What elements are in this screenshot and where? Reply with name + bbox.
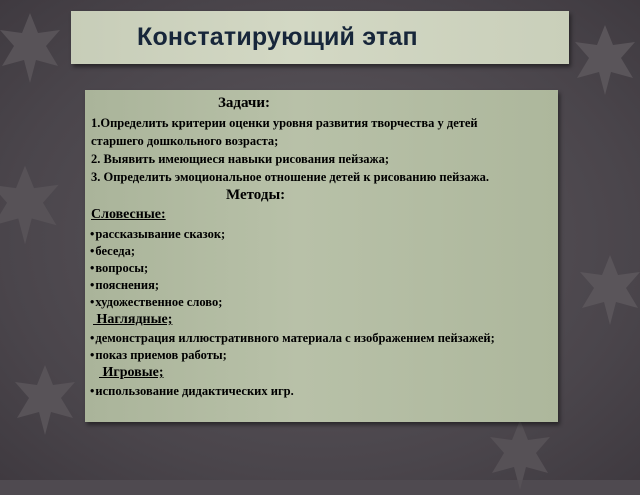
list-item: • использование дидактических игр. [90, 384, 294, 399]
visual-methods-title-text: Наглядные; [96, 312, 173, 327]
slide-title: Констатирующий этап [137, 23, 418, 51]
tasks-heading: Задачи: [218, 95, 271, 111]
leaf-decoration-icon [0, 8, 70, 88]
list-item: • пояснения; [90, 278, 159, 293]
leaf-decoration-icon [5, 360, 85, 440]
task-line: старшего дошкольного возраста; [91, 134, 279, 148]
leaf-decoration-icon [565, 20, 640, 100]
content-panel [85, 90, 558, 422]
list-item: • рассказывание сказок; [90, 227, 225, 242]
list-item: • беседа; [90, 244, 135, 259]
list-item: • художественное слово; [90, 295, 222, 310]
leaf-decoration-icon [0, 160, 70, 250]
leaf-decoration-icon [570, 250, 640, 330]
methods-heading: Методы: [226, 187, 286, 203]
title-banner [71, 11, 569, 64]
list-item: • показ приемов работы; [90, 348, 227, 363]
visual-methods-title [93, 312, 172, 328]
game-methods-title [99, 365, 164, 381]
task-line: 1.Определить критерии оценки уровня развития творчества у детей [91, 116, 478, 130]
verbal-methods-title: Словесные: [91, 207, 166, 222]
list-item: • демонстрация иллюстративного материала с изображением пейзажей; [90, 331, 495, 346]
task-line: 2. Выявить имеющиеся навыки рисования пейзажа; [91, 152, 390, 166]
task-line: 3. Определить эмоциональное отношение детей к рисованию пейзажа. [91, 170, 490, 184]
game-methods-title-text: Игровые; [102, 365, 164, 380]
leaf-decoration-icon [480, 415, 560, 495]
list-item: • вопросы; [90, 261, 148, 276]
